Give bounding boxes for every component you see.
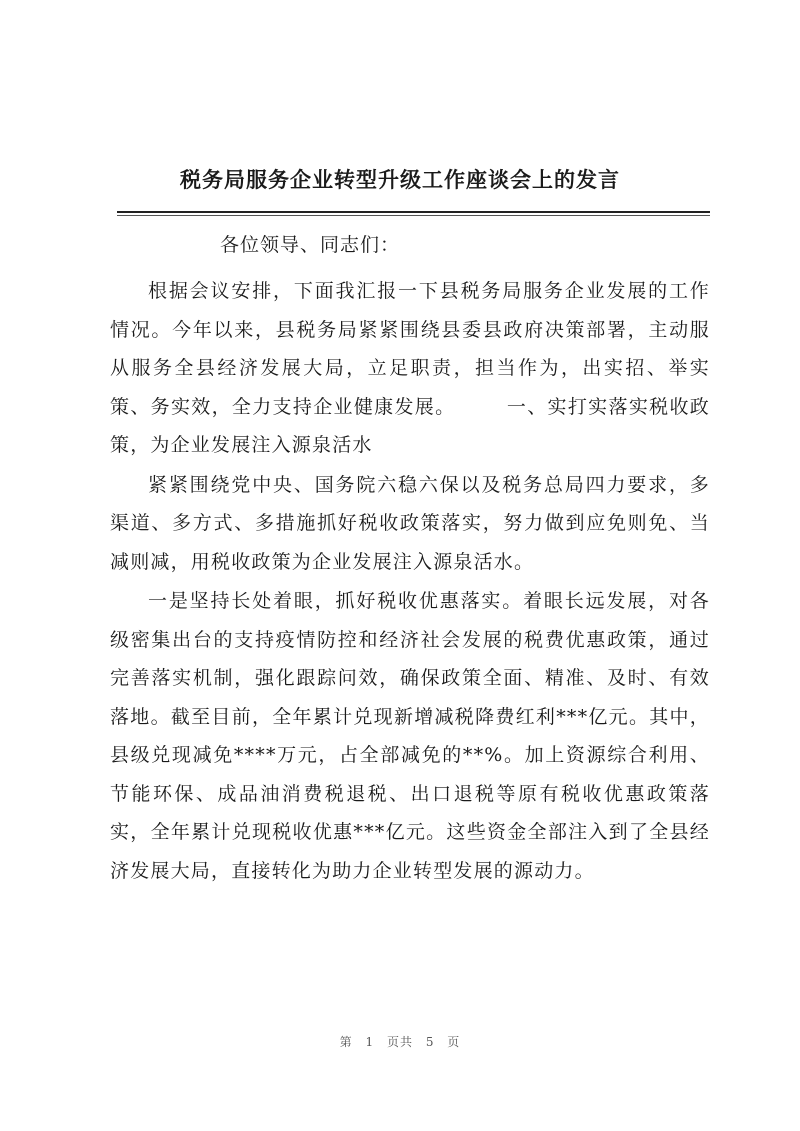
document-body [110,230,710,891]
document-title: 税务局服务企业转型升级工作座谈会上的发言 [180,168,620,192]
title-underline-thick [117,211,710,213]
paragraph-1: 根据会议安排，下面我汇报一下县税务局服务企业发展的工作情况。今年以来，县税务局紧紧围绕县委县政府决策部署，主动服从服务全县经济发展大局，立足职责，担当作为，出实招、举实策、务实效，全力支持企业健康发展。 一、实打实落实税收政策，为企业发展注入源泉活水 [110,280,710,456]
paragraph-2: 紧紧围绕党中央、国务院六稳六保以及税务总局四力要求，多渠道、多方式、多措施抓好税收政策落实，努力做到应免则免、当减则减，用税收政策为企业发展注入源泉活水。 [110,473,710,573]
footer-prefix: 第 [339,1035,353,1049]
salutation: 各位领导、同志们： [220,234,401,256]
footer-suffix: 页 [447,1035,461,1049]
paragraph-3: 一是坚持长处着眼，抓好税收优惠落实。着眼长远发展，对各级密集出台的支持疫情防控和经济社会发展的税费优惠政策，通过完善落实机制，强化跟踪问效，确保政策全面、精准、及时、有效落地。截至目前，全年累计兑现新增减税降费红利***亿元。其中，县级兑现减免****万元，占全部减免的**%。加上资源综合利用、节能环保、成品油消费税退税、出口退税等原有税收优惠政策落实，全年累计兑现税收优惠***亿元。这些资金全部注入到了全县经济发展大局，直接转化为助力企业转型发展的源动力。 [110,590,710,882]
page-footer [0,1033,800,1050]
title-underline-thin [117,215,710,216]
footer-middle: 页共 [386,1035,413,1049]
footer-current-page: 1 [365,1035,375,1049]
footer-total-pages: 5 [425,1035,435,1049]
